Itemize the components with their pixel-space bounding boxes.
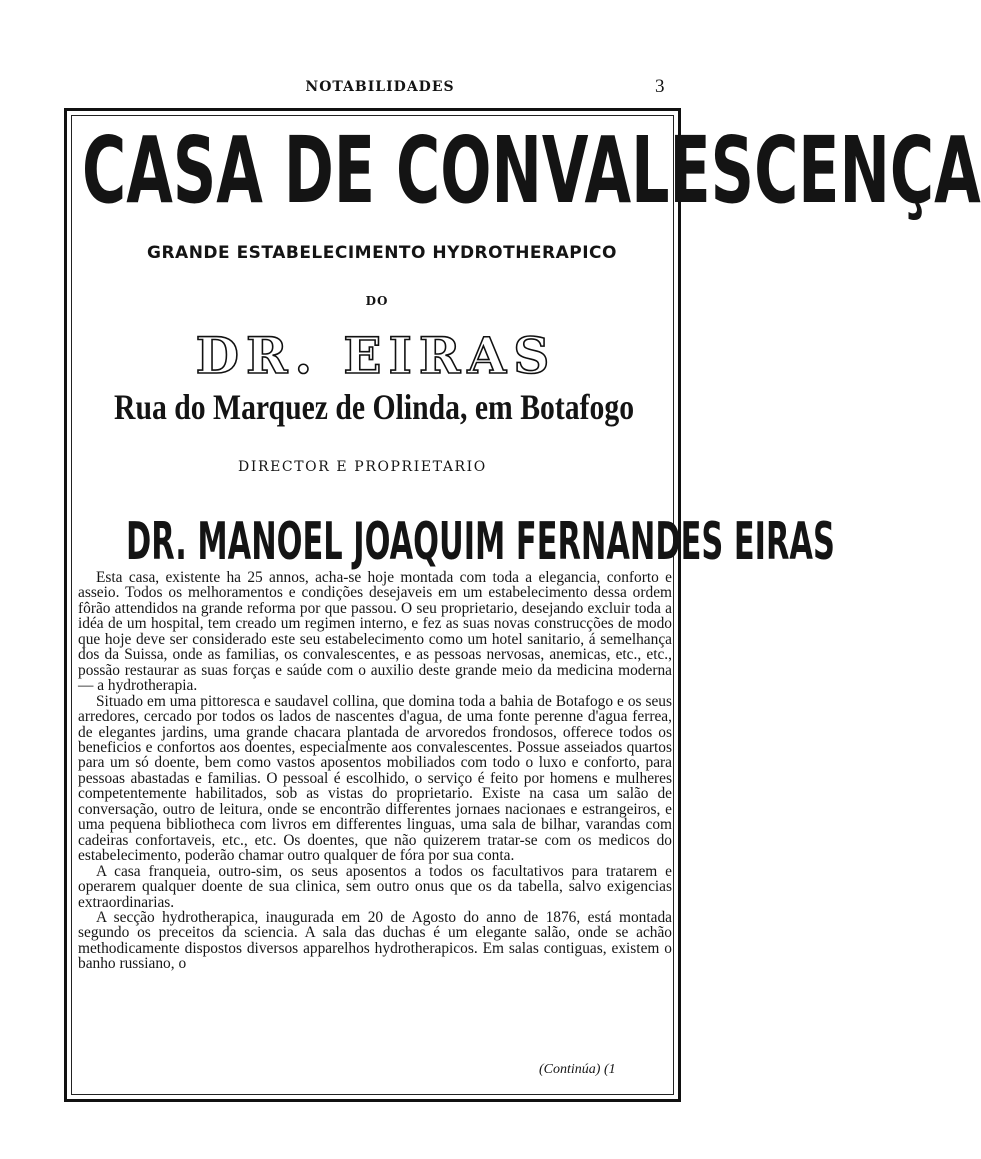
director-name: DR. MANOEL JOAQUIM FERNANDES EIRAS bbox=[126, 512, 835, 572]
body-paragraph: Esta casa, existente ha 25 annos, acha-se hoje montada com toda a elegancia, conforto e asseio. Todos os melhoramentos e condições desejaveis em um estabelecimento dessa ordem fôrão attendidos na grande reforma por que passou. O seu proprietario, desejando excluir toda a idéa de um hospital, tem creado um regimen interno, e fez as suas novas construcções de modo que hoje deve ser considerado este seu estabelecimento como um hotel sanitario, á semelhança dos da Suissa, onde as familias, os convalescentes, e as pessoas nervosas, anemicas, etc., etc., possão restaurar as suas forças e saúde com o auxilio deste grande meio da medicina moderna — a hydrotherapia. bbox=[78, 569, 672, 695]
advert-address: Rua do Marquez de Olinda, em Botafogo bbox=[114, 389, 635, 428]
page-number: 3 bbox=[655, 76, 665, 97]
advert-headline: CASA DE CONVALESCENÇA bbox=[82, 117, 981, 224]
advert-connector: DO bbox=[365, 294, 389, 308]
continuation-note: (Continúa) (1 bbox=[539, 1062, 616, 1077]
doctor-name-ornamental: DR. EIRAS bbox=[195, 326, 557, 385]
advert-body bbox=[78, 570, 672, 972]
body-paragraph: A casa franqueia, outro-sim, os seus aposentos a todos os facultativos para tratarem e operarem qualquer doente de sua clinica, sem outro onus que os da tabella, salvo exigencias extraordinarias. bbox=[78, 862, 672, 911]
advert-subheadline: GRANDE ESTABELECIMENTO HYDROTHERAPICO bbox=[147, 243, 617, 263]
body-paragraph: A secção hydrotherapica, inaugurada em 20 de Agosto do anno de 1876, está montada segundo os preceitos da sciencia. A sala das duchas é um elegante salão, onde se achão methodicamente dispostos diversos apparelhos hydrotherapicos. Em salas contiguas, existem o banho russiano, o bbox=[78, 908, 672, 973]
director-role: DIRECTOR E PROPRIETARIO bbox=[238, 459, 487, 475]
running-head: NOTABILIDADES bbox=[305, 79, 455, 95]
body-paragraph: Situado em uma pittoresca e saudavel collina, que domina toda a bahia de Botafogo e os seus arredores, cercado por todos os lados de nascentes d'agua, de uma fonte perenne d'agua ferrea, de elegantes jardins, uma grande chacara plantada de arvoredos frondosos, offerece todos os beneficios e confortos aos doentes, especialmente aos convalescentes. Possue asseiados quartos para um só doente, bem como vastos aposentos mobiliados com todo o luxo e conforto, para pessoas abastadas e familias. O pessoal é escolhido, o serviço é feito por homens e mulheres competentemente habilitados, sob as vistas do proprietario. Existe na casa um salão de conversação, outro de leitura, onde se encontrão differentes jornaes nacionaes e estrangeiros, e uma pequena bibliotheca com livros em differentes linguas, uma sala de bilhar, varandas com cadeiras confortaveis, etc., etc. Os doentes, que não quizerem tratar-se com os medicos do estabelecimento, poderão chamar outro qualquer de fóra por sua conta. bbox=[78, 692, 672, 865]
